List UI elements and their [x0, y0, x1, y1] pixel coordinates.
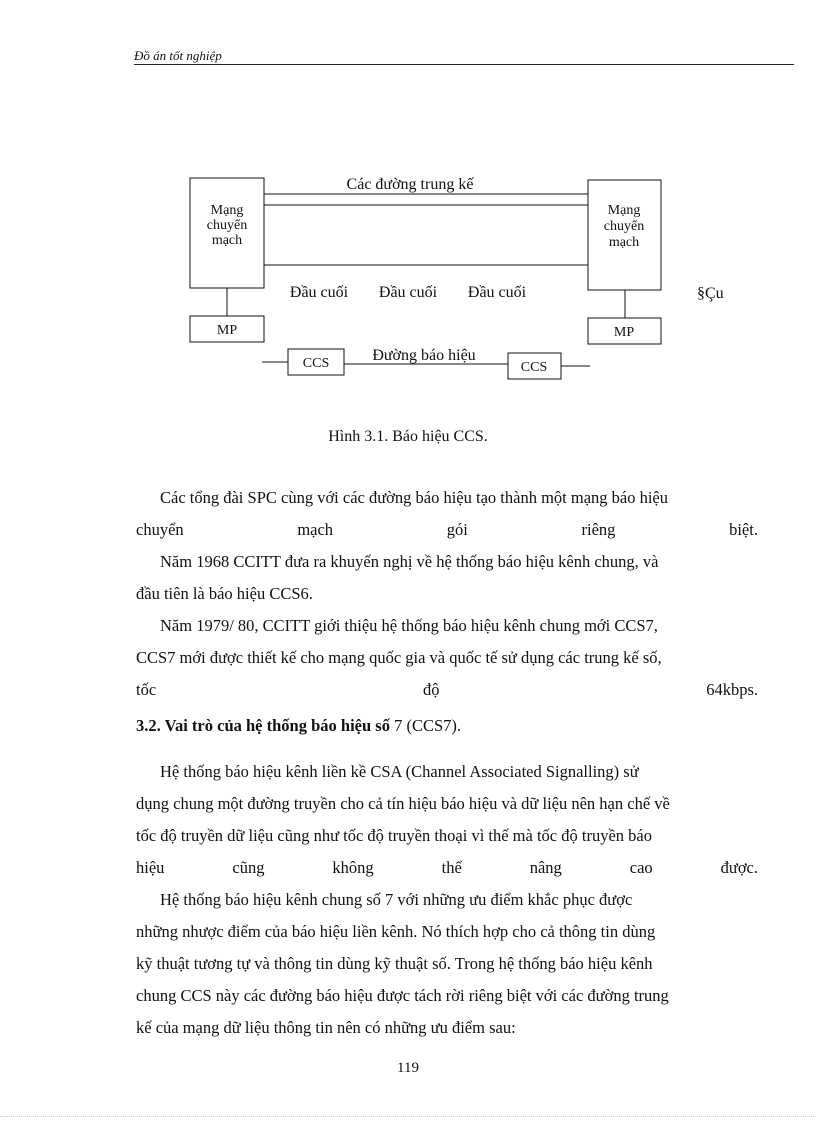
section-heading: [136, 716, 461, 736]
p4-word: cũng: [232, 858, 265, 877]
paragraph-3: [136, 610, 758, 706]
section-heading-rest: 7 (CCS7).: [389, 716, 462, 735]
p5-line-3: kỹ thuật tương tự và thông tin dùng kỹ thuật số. Trong hệ thống báo hiệu kênh: [136, 954, 653, 973]
p2-line-2: đầu tiên là báo hiệu CCS6.: [136, 584, 313, 603]
bottom-rule: [0, 1116, 816, 1117]
right-box-line-1: Mạng: [607, 203, 641, 218]
left-mp-label: MP: [216, 323, 238, 338]
p3-line-2: CCS7 mới được thiết kế cho mạng quốc gia và quốc tế sử dụng các trung kế số,: [136, 648, 662, 667]
terminal-label-1: Đầu cuối: [289, 284, 349, 301]
section-heading-bold: 3.2. Vai trò của hệ thống báo hiệu số: [136, 716, 390, 735]
paragraph-2: [136, 546, 758, 610]
right-ccs-label: CCS: [520, 360, 548, 375]
p1-line-1: Các tổng đài SPC cùng với các đường báo hiệu tạo thành một mạng báo hiệu: [160, 488, 669, 507]
side-label: §Çu: [697, 285, 724, 302]
p5-line-2: những nhược điểm của báo hiệu liền kênh. Nó thích hợp cho cả thông tin dùng: [136, 922, 656, 941]
p3-word: độ: [422, 680, 440, 699]
ccs-diagram: [0, 0, 816, 420]
p4-word: cao: [629, 858, 653, 877]
p2-line-1: Năm 1968 CCITT đưa ra khuyến nghị về hệ thống báo hiệu kênh chung, và: [160, 552, 659, 571]
p4-word: thể: [441, 858, 462, 877]
p3-line-1: Năm 1979/ 80, CCITT giới thiệu hệ thống báo hiệu kênh chung mới CCS7,: [160, 616, 658, 635]
paragraph-1: [136, 482, 758, 546]
p4-word: không: [332, 858, 374, 877]
p1-line-2: [136, 514, 758, 546]
paragraph-4: [136, 756, 758, 884]
right-mp-label: MP: [613, 325, 635, 340]
p1-word: mạch: [297, 520, 334, 539]
p1-word: chuyển: [136, 520, 184, 539]
p1-word: biệt.: [729, 520, 758, 539]
p4-line-4: [136, 852, 758, 884]
p3-word: 64kbps.: [706, 680, 758, 699]
p4-word: được.: [720, 858, 758, 877]
p3-word: tốc: [136, 680, 157, 699]
page-number: 119: [397, 1060, 419, 1076]
p4-line-1: Hệ thống báo hiệu kênh liền kề CSA (Channel Associated Signalling) sử: [160, 762, 639, 781]
p1-word: riêng: [581, 520, 616, 539]
left-box-line-3: mạch: [211, 233, 243, 248]
p4-line-2: dụng chung một đường truyền cho cả tín hiệu báo hiệu và dữ liệu nên hạn chế về: [136, 794, 670, 813]
right-box-line-3: mạch: [608, 235, 640, 250]
terminal-label-2: Đầu cuối: [378, 284, 438, 301]
terminal-label-3: Đầu cuối: [467, 284, 527, 301]
trunk-label: Các đường trung kế: [346, 176, 474, 193]
page-header: Đồ án tốt nghiệp: [134, 48, 222, 63]
left-box-line-2: chuyển: [206, 218, 248, 233]
p1-word: gói: [446, 520, 468, 539]
right-box-line-2: chuyển: [603, 219, 645, 234]
left-box-line-1: Mạng: [210, 203, 244, 218]
p4-word: nâng: [529, 858, 562, 877]
p5-line-5: kế của mạng dữ liệu thông tin nên có những ưu điểm sau:: [136, 1018, 516, 1037]
paragraph-5: [136, 884, 758, 1044]
left-ccs-label: CCS: [302, 356, 330, 371]
p5-line-1: Hệ thống báo hiệu kênh chung số 7 với những ưu điểm khắc phục được: [160, 890, 633, 909]
p4-line-3: tốc độ truyền dữ liệu cũng như tốc độ truyền thoại vì thế mà tốc độ truyền báo: [136, 826, 652, 845]
signal-label: Đường báo hiệu: [372, 347, 476, 364]
p3-line-3: [136, 674, 758, 706]
p5-line-4: chung CCS này các đường báo hiệu được tách rời riêng biệt với các đường trung: [136, 986, 669, 1005]
p4-word: hiệu: [136, 858, 165, 877]
figure-caption: Hình 3.1. Báo hiệu CCS.: [328, 428, 488, 445]
